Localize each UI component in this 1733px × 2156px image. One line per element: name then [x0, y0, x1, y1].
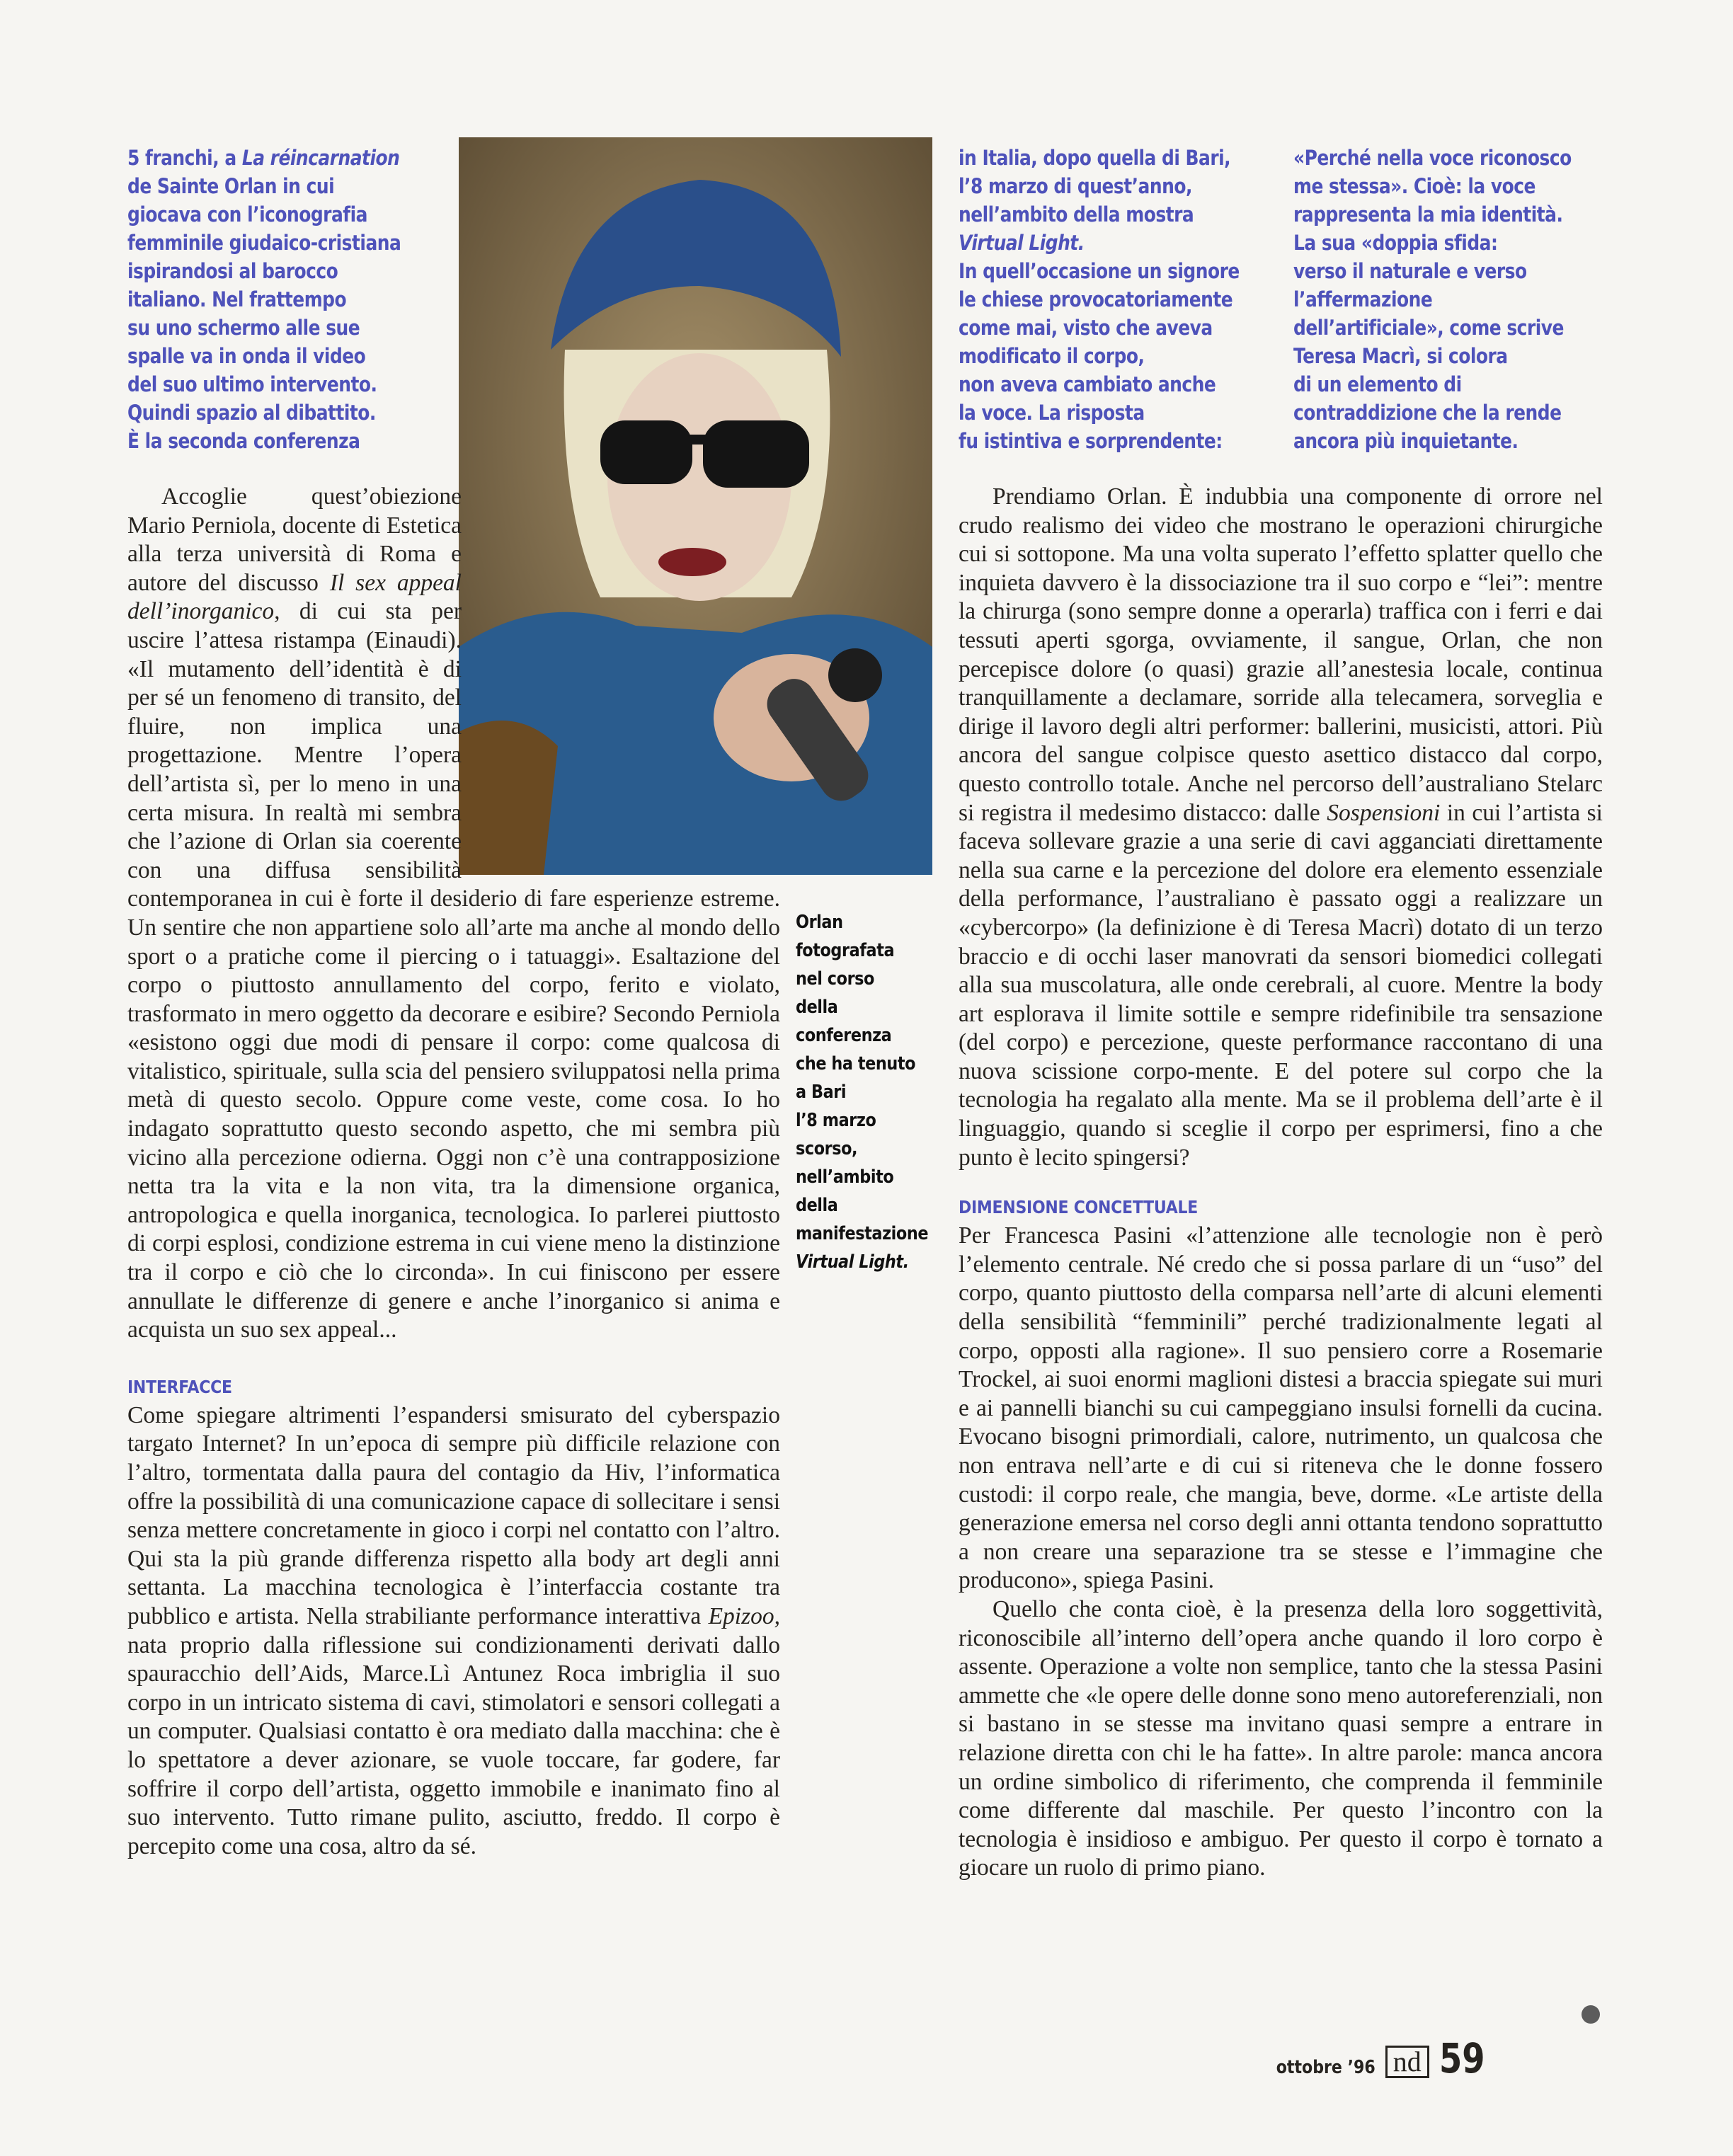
- pull-line: Quindi spazio al dibattito.: [127, 401, 376, 425]
- text-run: in cui l’artista si faceva sollevare grazie a una serie di cavi agganciati direttamente nella sua carne e la percezione del dolore era elemento essenziale della performance, l’australiano è passato oggi a realizzare un «cybercorpo» (la definizione è di Teresa Macrì) dotato di un terzo braccio e di occhi laser manovrati da sensori biomedici collegati alla sua muscolatura, alle onde cerebrali, al cuore. Mentre la body art esplorava il limite sottile e sempre ridefinibile tra sensazione (del corpo) e percezione, queste performance raccontano di una nuova scissione corpo-mente. E del potere sul corpo che la tecnologia ha regalato alla mente. Ma se il problema dell’arte è il linguaggio, quando si sceglie il corpo per esprimersi, fino a che punto è lecito spingersi?: [959, 799, 1603, 1171]
- pull-line: come mai, visto che aveva: [959, 316, 1213, 340]
- page-number: 59: [1439, 2034, 1485, 2082]
- pull-line: giocava con l’iconografia: [127, 202, 367, 227]
- pull-line: verso il naturale e verso: [1293, 259, 1527, 283]
- pull-line: In quell’occasione un signore: [959, 259, 1240, 283]
- article-paragraph: [959, 483, 1603, 1172]
- pull-line: de Sainte Orlan in cui: [127, 174, 335, 198]
- pull-line: in Italia, dopo quella di Bari,: [959, 146, 1231, 170]
- caption-line: della: [796, 997, 838, 1018]
- caption-line: nell’ambito: [796, 1166, 894, 1188]
- pull-line: italiano. Nel frattempo: [127, 287, 347, 311]
- photo-wrap-spacer: [462, 483, 780, 885]
- pull-line: rappresenta la mia identità.: [1293, 202, 1563, 227]
- text-run: nata proprio dalla riflessione sui condizionamenti derivati dallo spauracchio dell’Aids, Marce.Lì Antunez Roca imbriglia il suo corpo in un intricato sistema di cavi, stimolatori e sensori collegati a un computer. Qualsiasi contatto è ora mediato dalla macchina: che è lo spettatore a dever azionare, se vuole toccare, far godere, far soffrire il corpo dell’artista, oggetto immobile e inanimato fino al suo intervento. Tutto rimane pulito, asciutto, freddo. Il corpo è percepito come una cosa, altro da sé.: [127, 1632, 780, 1859]
- article-paragraph: [127, 1401, 780, 1862]
- caption-line-title: Virtual Light.: [796, 1251, 909, 1273]
- pull-line: spalle va in onda il video: [127, 344, 366, 368]
- caption-line: nel corso: [796, 968, 874, 990]
- pull-line: le chiese provocatoriamente: [959, 287, 1233, 311]
- pull-line: modificato il corpo,: [959, 344, 1145, 368]
- caption-line: l’8 marzo: [796, 1110, 876, 1131]
- pull-line: È la seconda conferenza: [127, 429, 360, 453]
- caption-line: scorso,: [796, 1138, 858, 1159]
- article-paragraph: Per Francesca Pasini «l’attenzione alle tecnologie non è però l’elemento centrale. Né credo che si possa parlare di un “uso” del corpo, quanto piuttosto della comparsa nell’arte di alcuni elementi della sensibilità “femminili” perché tradizionalmente legati al corpo, opposti alla ragione». Il suo pensiero corre a Rosemarie Trockel, ai suoi enormi maglioni distesi a braccia spiegate sui muri e ai pannelli bianchi su cui campeggiano insulsi fornelli da cucina. Evocano bisogni primordiali, calore, nutrimento, un qualcosa che non entrava nell’arte e di cui si riteneva che le donne fossero custodi: il corpo reale, che mangia, beve, dorme. «Le artiste della generazione emersa nel corso degli anni ottanta tendono soprattutto a non creare una separazione tra se stesse e l’immagine che producono», spiega Pasini.: [959, 1222, 1603, 1594]
- pull-line: contraddizione che la rende: [1293, 401, 1562, 425]
- pull-line: femminile giudaico-cristiana: [127, 231, 401, 255]
- pull-line-title: Virtual Light.: [959, 231, 1085, 255]
- pull-line: l’affermazione: [1293, 287, 1433, 311]
- magazine-logo: nd: [1385, 2046, 1429, 2078]
- text-run: Come spiegare altrimenti l’espandersi smisurato del cyberspazio targato Internet? In un’epoca di sempre più difficile relazione con l’altro, tormentata dalla paura del contagio da Hiv, l’informatica offre la possibilità di una comunicazione capace di sollecitare i sensi senza mettere concretamente in gioco i corpi nel contatto con l’altro. Qui sta la più grande differenza rispetto alla body art degli anni settanta. La macchina tecnologica è l’interfaccia costante tra pubblico e artista. Nella strabiliante performance interattiva: [127, 1401, 780, 1629]
- pull-line: fu istintiva e sorprendente:: [959, 429, 1223, 453]
- pull-quote-right: [1293, 144, 1572, 455]
- pull-line: Teresa Macrì, si colora: [1293, 344, 1508, 368]
- section-heading-interfacce: INTERFACCE: [127, 1376, 232, 1397]
- artwork-title: Epizoo,: [708, 1602, 780, 1629]
- article-column-right: [959, 483, 1603, 1883]
- photo-caption: [796, 908, 930, 1276]
- pull-line: dell’artificiale», come scrive: [1293, 316, 1564, 340]
- caption-line: che ha tenuto: [796, 1053, 916, 1074]
- pull-line: la voce. La risposta: [959, 401, 1145, 425]
- pull-line: su uno schermo alle sue: [127, 316, 360, 340]
- pull-quote-middle: [959, 144, 1240, 455]
- text-run: Accoglie quest’obiezione Mario Perniola, docente di Estetica alla terza università di Roma e autore del discusso: [127, 483, 462, 596]
- pull-line: nell’ambito della mostra: [959, 202, 1194, 227]
- pull-line: «Perché nella voce riconosco: [1293, 146, 1572, 170]
- section-heading-dimensione: DIMENSIONE CONCETTUALE: [959, 1197, 1199, 1218]
- caption-line: a Bari: [796, 1082, 847, 1103]
- pull-line: l’8 marzo di quest’anno,: [959, 174, 1192, 198]
- issue-date: ottobre ’96: [1276, 2057, 1375, 2078]
- pull-line-title: La réincarnation: [241, 146, 400, 170]
- pull-line: ispirandosi al barocco: [127, 259, 338, 283]
- page-footer: [1259, 2034, 1496, 2082]
- pull-line: non aveva cambiato anche: [959, 372, 1216, 396]
- pull-line: del suo ultimo intervento.: [127, 372, 377, 396]
- pull-quote-left: [127, 144, 401, 455]
- artwork-title: Sospensioni: [1327, 799, 1441, 826]
- caption-line: conferenza: [796, 1025, 892, 1046]
- caption-line: fotografata: [796, 940, 895, 961]
- caption-line: manifestazione: [796, 1223, 929, 1244]
- article-column-left: [127, 483, 780, 1861]
- caption-line: della: [796, 1195, 838, 1216]
- end-mark-dot: [1582, 2005, 1600, 2024]
- article-paragraph: Quello che conta cioè, è la presenza della loro soggettività, riconoscibile all’interno dell’opera anche quando il loro corpo è assente. Operazione a volte non semplice, tanto che la stessa Pasini ammette che «le opere delle donne sono meno autoreferenziali, non si bastano in se stesse ma invitano quasi sempre a entrare in relazione diretta con chi le ha fatte». In altre parole: manca ancora un ordine simbolico di riferimento, che comprenda il femminile come differente dal maschile. Per questo l’incontro con la tecnologia è insidioso e ambiguo. Per questo il corpo è tornato a giocare un ruolo di primo piano.: [959, 1595, 1603, 1881]
- text-run: di cui sta per uscire l’attesa ristampa (Einaudi). «Il mutamento dell’identità è di per sé un fenomeno di transito, del fluire, non implica una progettazione. Mentre l’opera dell’artista sì, per lo meno in una certa misura. In realtà mi sembra che l’azione di Orlan sia coerente con una diffusa sensibilità contemporanea in cui è forte il desiderio di fare esperienze estreme. Un sentire che non appartiene solo all’arte ma anche al mondo dello sport o a pratiche come il piercing o i tatuaggi». Esaltazione del corpo o piuttosto annullamento del corpo, ferito e violato, trasformato in mero oggetto da decorare e esibire? Secondo Perniola «esistono oggi due modi di pensare il corpo: come qualcosa di vitalistico, spirituale, sulla scia del pensiero sviluppatosi nella prima metà di questo secolo. Oppure come veste, come cosa. Io ho indagato soprattutto questo secondo aspetto, che mi sembra più vicino alla percezione odierna. Oggi non c’è una contrapposizione netta tra la vita e la non vita, tra la dimensione organica, antropologica e quella inorganica, tecnologica. Io parlerei piuttosto di corpi esplosi, condizione estrema in cui viene meno la distinzione tra il corpo e ciò che lo circonda». In cui finiscono per essere annullate le differenze di genere e anche l’inorganico si anima e acquista un suo sex appeal...: [127, 598, 780, 1343]
- text-run: Prendiamo Orlan. È indubbia una componente di orrore nel crudo realismo dei video che mostrano le operazioni chirurgiche cui si sottopone. Ma una volta superato l’effetto splatter quello che inquieta davvero è la dissociazione tra il suo corpo e “lei”: mentre la chirurga (sono sempre donne a operarla) traffica con i ferri e dai tessuti aperti sgorga, ovviamente, il sangue, Orlan, che non percepisce dolore (o quasi) grazie all’anestesia locale, continua tranquillamente a declamare, sorride alla telecamera, sorveglia e dirige il lavoro degli altri performer: ballerini, musicisti, attori. Più ancora del sangue colpisce questo asettico distacco dal corpo, questo controllo totale. Anche nel percorso dell’australiano Stelarc si registra il medesimo distacco: dalle: [959, 483, 1603, 826]
- pull-line: me stessa». Cioè: la voce: [1293, 174, 1535, 198]
- pull-line: La sua «doppia sfida:: [1293, 231, 1498, 255]
- pull-line: 5 franchi, a: [127, 146, 236, 170]
- pull-line: ancora più inquietante.: [1293, 429, 1518, 453]
- caption-line: Orlan: [796, 912, 843, 933]
- book-title: Il sex appeal dell’inorganico,: [127, 569, 462, 625]
- pull-line: di un elemento di: [1293, 372, 1462, 396]
